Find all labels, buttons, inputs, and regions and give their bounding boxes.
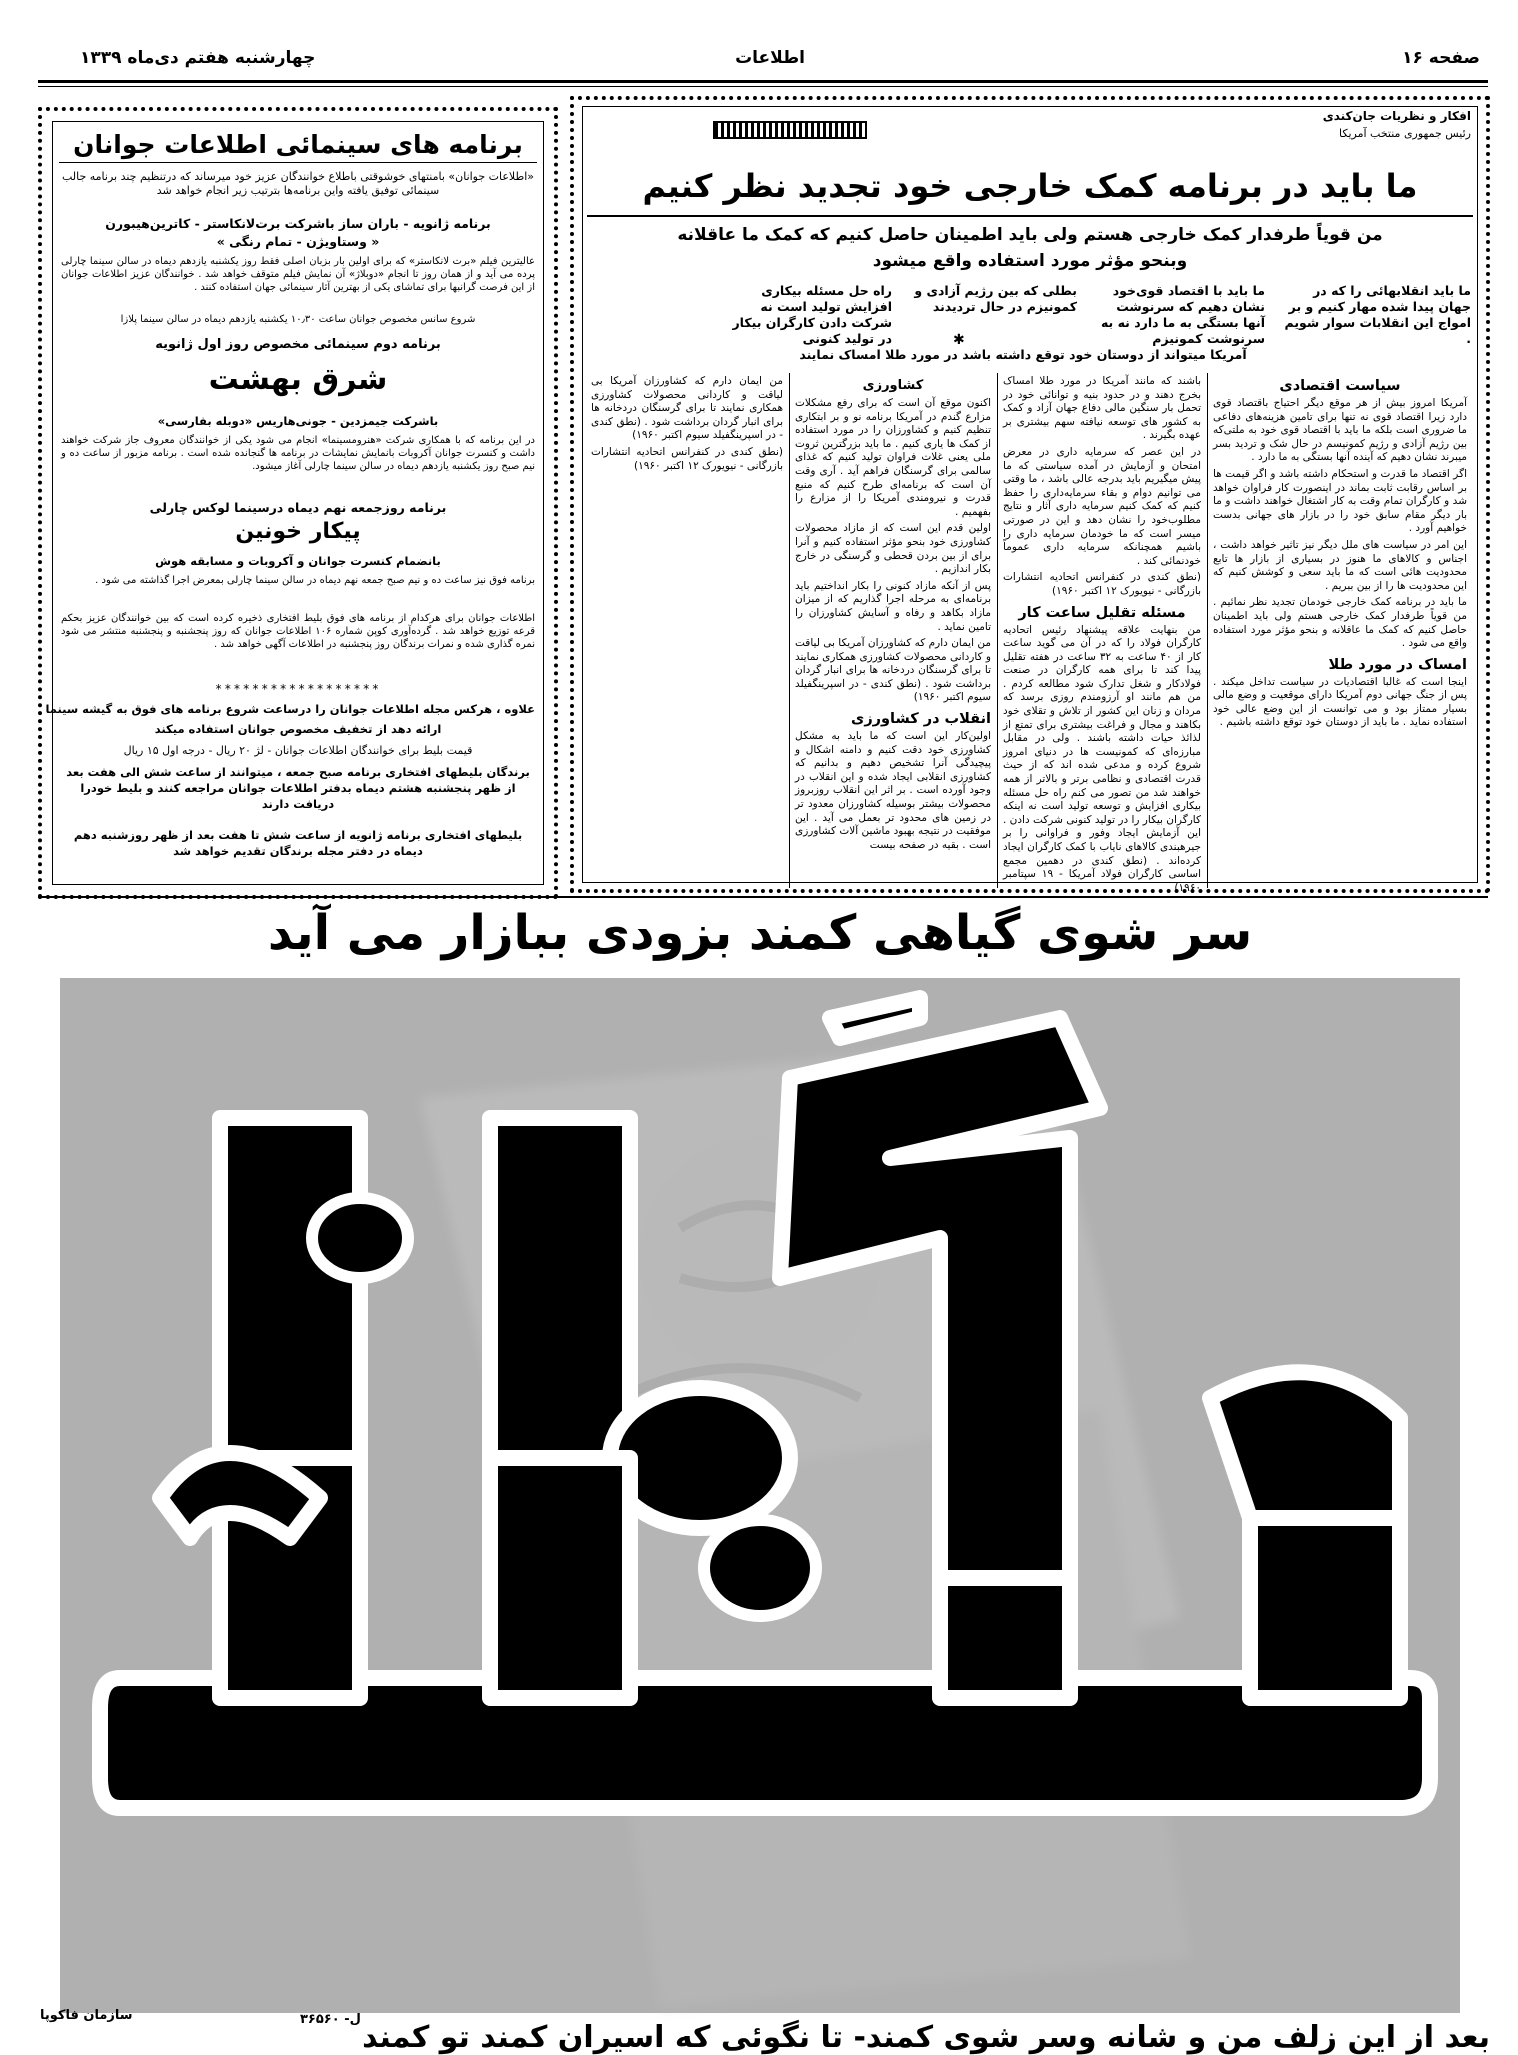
paragraph: پس از آنکه مازاد کنونی را بکار انداختیم باید برنامه‌ای به مرحله اجرا گذاریم که از میزان مازاد بکاهد و رفاه و آسایش کشاورزان را تامین نماید . <box>795 579 991 633</box>
cinema-program-box <box>38 107 558 899</box>
cinema-discount-line-1: علاوه ، هرکس مجله اطلاعات جوانان را درساعت شروع برنامه های فوق به گیشه سینما <box>45 702 535 716</box>
paragraph: باشند که مانند آمریکا در مورد طلا امساک بخرج دهند و در حدود بنیه و توانائی خود در تحمل بار سنگین مالی دفاع جهان آزاد و کمک به کشور های توسعه نیافته سهم بیشتری بر عهده بگیرند . <box>1003 375 1201 442</box>
program-2-film: شرق بهشت <box>208 362 388 397</box>
program-1-time: شروع سانس مخصوص جوانان ساعت ۱۰٫۳۰ یکشنبه یازدهم دیماه در سالن سینما پلازا <box>120 314 476 325</box>
column-subheading: مسئله تقلیل ساعت کار <box>1018 604 1186 621</box>
paragraph: این امر در سیاست های ملل دیگر نیز تاثیر خواهد داشت ، اجناس و کالاهای ما هنوز در بسیاری از بازار ها تابع محدودیت هائی است که ما باید سعی و کوشش کنیم که این محدودیت ها را از بین ببریم . <box>1213 538 1467 592</box>
cinema-price: قیمت بلیط برای خوانندگان اطلاعات جوانان - لژ ۲۰ ریال - درجه اول ۱۵ ریال <box>123 744 473 757</box>
paragraph: (نطق کندی در کنفرانس اتحادیه انتشارات بازرگانی - نیویورک ۱۲ اکتبر ۱۹۶۰) <box>591 445 783 472</box>
program-3-body: برنامه فوق نیز ساعت ده و نیم صبح جمعه نهم دیماه در سالن سینما چارلی بمعرض اجرا گذاشته می شود . <box>95 575 535 586</box>
article-subhead-1: من قویاً طرفدار کمک خارجی هستم ولی باید اطمینان حاصل کنیم که کمک ما عاقلانه <box>677 225 1383 245</box>
article-section-label: افکار و نظریات جان‌کندی <box>1322 109 1471 123</box>
column-heading: کشاورزی <box>862 378 924 393</box>
kamand-logo <box>60 978 1460 2013</box>
ad-agency: سازمان فاکوپا <box>40 2008 133 2023</box>
ad-photo <box>60 978 1460 2013</box>
column-rule <box>1207 373 1208 888</box>
cinema-notice: اطلاعات جوانان برای هرکدام از برنامه های فوق بلیط افتخاری ذخیره کرده است که بین خوانندگان عزیز بحکم قرعه توزیع خواهد شد . گرده‌آوری کوپن شماره ۱۰۶ اطلاعات جوانان که روز پنجشنبه و پنجشنبه منتشر می شود نمره گذاری شده و نمرات برندگان روز پنجشنبه در اطلاعات آگهی خواهد شد . <box>61 613 535 650</box>
paragraph: من ایمان دارم که کشاورزان آمریکا بی لیاقت و کاردانی محصولات کشاورزی همکاری نمایند تا برای گرسنگان دردخانه ها برای انبار گردان برداشت شود . (نطق کندی - در اسپرینگفیلد سیوم اکتبر ۱۹۶۰) <box>591 375 783 442</box>
program-2-title: برنامه دوم سینمائی مخصوص روز اول ژانویه <box>155 337 441 352</box>
paragraph: اینجا است که غالبا اقتصادیات در سیاست تداخل میکند . پس از جنگ جهانی دوم آمریکا دارای موقعیت و وضع مالی بسیار ممتاز بود و می توانست از این وضع عالی خود استفاده نماید . ما باید از دوستان خود توقع داشته باشیم . <box>1213 675 1467 729</box>
lead-bottom-deck: آمریکا میتواند از دوستان خود توقع داشته باشد در مورد طلا امساک نمایند <box>799 347 1247 362</box>
paragraph: ما باید در برنامه کمک خارجی خودمان تجدید نظر نمائیم . من قویاً طرفدار کمک خارجی هستم ولی باید اطمینان حاصل کنیم که کمک ما عاقلانه و بنحو مؤثر مورد استفاده واقع می شود . <box>1213 596 1467 650</box>
paragraph: (نطق کندی در کنفرانس اتحادیه انتشارات بازرگانی - نیویورک ۱۲ اکتبر ۱۹۶۰) <box>1003 571 1201 597</box>
program-2-body: در این برنامه که با همکاری شرکت «هنرومسینما» انجام می شود یکی از خوانندگان معروف جاز شرکت خواهند داشت و کنسرت جوانان آکروبات بانمایش نمایشات در برنامه ها گنجانده شده است . برنامه مزبور از ساعت ده و نیم صبح روز یکشنبه یازدهم دیماه در سالن سینما چارلی آغاز میشود. <box>61 435 535 472</box>
article-byline: رئیس جمهوری منتخب آمریکا <box>1339 127 1471 140</box>
paragraph: من ایمان دارم که کشاورزان آمریکا بی لیاقت و کاردانی محصولات کشاورزی همکاری نمایند تا برای گرسنگان دردخانه ها برای انبار گردان برداشت شود . (نطق کندی - در اسپرینگفیلد سیوم اکتبر ۱۹۶۰) <box>795 637 991 704</box>
ornament-band <box>713 121 867 139</box>
program-3-cast: بانضمام کنسرت جوانان و آکروبات و مسابقه هوش <box>155 554 441 568</box>
program-3-film: پیکار خونین <box>235 519 361 544</box>
column-subheading: انقلاب در کشاورزی <box>851 711 991 728</box>
article-column-1 <box>1213 375 1467 887</box>
ad-slogan: بعد از این زلف من و شانه وسر شوی کمند- تا نگوئی که اسیران کمند تو کمند <box>362 2020 1490 2055</box>
column-rule <box>997 373 998 888</box>
program-2-cast: باشرکت جیمزدین - جونی‌هاریس «دوبله بفارسی» <box>157 414 439 428</box>
lead-deck-1: ما باید انقلابهائی را که در جهان پیدا شده مهار کنیم و بر امواج این انقلابات سوار شویم . <box>1284 283 1471 346</box>
program-3-title: برنامه روزجمعه نهم دیماه درسینما لوکس چارلی <box>149 500 447 515</box>
section-rule <box>38 896 1488 898</box>
column-subheading: امساک در مورد طلا <box>1328 656 1467 673</box>
cinema-intro: «اطلاعات جوانان» بامنتهای خوشوقتی باطلاع خوانندگان عزیز خود میرساند که درتنظیم چند برنامه جالب سینمائی توفیق یافته واین برنامه‌ها بترتیب زیر انجام خواهد شد <box>61 170 535 197</box>
lead-deck-3: بطلی که بین رژیم آزادی و کمونیزم در حال تردیدند <box>914 283 1077 314</box>
column-rule <box>789 373 790 888</box>
article-column-3 <box>795 375 991 887</box>
lead-deck-2: ما باید با اقتصاد قوی‌خود نشان دهیم که سرنوشت آنها بستگی به ما دارد نه به سرنوشت کمونیزم <box>1100 283 1265 346</box>
column-heading: سیاست اقتصادی <box>1279 378 1401 394</box>
article-box <box>570 96 1490 893</box>
program-1-body: عالیترین فیلم «برت لانکاستر» که برای اولین بار بزبان اصلی فقط روز یکشنبه یازدهم دیماه در سالن سینما چارلی پرده می آید و از همان روز تا انجام «دوبلاژ» آن نمایش فیلم متوقف خواهد شد . خوانندگان عزیز اطلاعات جوانان از این فرصت گرانبها برای تماشای یکی از بهترین آثار سینمائی جهان استفاده کنند . <box>61 256 535 293</box>
program-1-title: برنامه ژانویه - باران ساز باشرکت برت‌لانکاستر - کاترین‌هیبورن <box>105 216 491 231</box>
masthead-paper-name: اطلاعات <box>735 48 805 68</box>
paragraph: اولین‌کار این است که ما باید به مشکل کشاورزی خود دقت کنیم و دامنه اشکال و پیچیدگی آنرا تشخیص دهیم و بدانیم که کشاورزی انقلابی ایجاد شده و این انقلاب در وجود آورده است . بر اثر این انقلاب روزبروز محصولات بیشتر بوسیله کشاورزان معدود تر در زمین های محدود تر بعمل می آید . این موفقیت در نتیجه بهبود ماشین آلات کشاورزی است . بقیه در صفحه بیست <box>795 730 991 851</box>
cinema-discount-line-2: ارائه دهد از تخفیف مخصوص جوانان استفاده میکند <box>154 722 442 736</box>
masthead-rule <box>38 80 1488 83</box>
masthead-date: چهارشنبه هفتم دی‌ماه ۱۳۳۹ <box>80 48 316 68</box>
paragraph: اکنون موقع آن است که برای رفع مشکلات مزارع گندم در آمریکا برنامه نو و بر ابتکاری تنظیم کنیم و کشاورزان را در مورد استفاده از کمک ها یاری کنیم . ما باید بزرگترین ثروت ملی یعنی غلات فراوان تولید کنیم که غذای سالمی برای گرسنگان فراهم آید . آری وقت آن است که برنامه‌ای طرح کنیم که منبع قدرت و نیرومندی آمریکا را از مزارع را بفهمیم . <box>795 397 991 518</box>
article-headline: ما باید در برنامه کمک خارجی خود تجدید نظر کنیم <box>642 167 1418 205</box>
paragraph: اولین قدم این است که از مازاد محصولات کشاورزی خود بنحو مؤثر استفاده کنیم و آنرا برای از بین بردن قحطی و گرسنگی در خارج بکار اندازیم . <box>795 522 991 576</box>
article-column-2 <box>1003 375 1201 894</box>
program-1-subtitle: « وستاویژن - تمام رنگی » <box>216 234 380 249</box>
cinema-sunday-notice: بلیطهای افتخاری برنامه ژانویه از ساعت شش تا هفت بعد از ظهر روزشنبه دهم دیماه در دفتر مجله برندگان تقدیم خواهد شد <box>73 828 523 858</box>
masthead-rule-thin <box>38 86 1488 87</box>
paragraph: آمریکا امروز بیش از هر موقع دیگر احتیاج باقتصاد قوی دارد زیرا اقتصاد قوی نه تنها برای تامین هزینه‌های دفاعی ما ضروری است بلکه ما باید با اقتصاد قوی خود به ملتی‌که بین رژیم آزادی و رژیم کمونیسم در حال شک و تردید بسر میبرند نشان دهیم که آینده آنها بستگی به ما دارد . <box>1213 397 1467 464</box>
masthead-page-number: صفحه ۱۶ <box>1402 48 1480 68</box>
ad-code: ل- ۳۶۵۶۰ <box>300 2012 361 2027</box>
ad-headline: سر شوی گیاهی کمند بزودی ببازار می آید <box>267 905 1253 961</box>
article-column-4 <box>591 375 783 887</box>
cinema-winners: برندگان بلیطهای افتخاری برنامه صبح جمعه ، میتوانند از ساعت شش الی هفت بعد از ظهر پنجشنبه هشتم دیماه بدفتر اطلاعات جوانان مراجعه کنند و بلیط خودرا دریافت دارند <box>66 765 530 811</box>
headline-rule <box>587 215 1473 217</box>
paragraph: در این عصر که سرمایه داری در معرض امتحان و آزمایش در آمده سیاستی که ما پیش میگیریم باید بدرجه عالی باشد ، ما وقتی می توانیم دوام و بقاء سرمایه‌داری را حفظ کنیم که کمک کنیم سرمایه داری آثار و نتایج مطلوب‌خود را نشان دهد و این در صورتی میسر است که ما خودمان سرمایه داری را باشیم همچنانکه سرمایه داری عموماً خودنمائی کند . <box>1003 445 1201 567</box>
article-subhead-2: وبنحو مؤثر مورد استفاده واقع میشود <box>872 251 1188 271</box>
paragraph: اگر اقتصاد ما قدرت و استحکام داشته باشد و اگر قیمت ها بر اساس رقابت ثابت بماند در اینصورت کار فراوان خواهد شد و کارگران تمام وقت به کار اشتغال خواهند داشت و ما بار دیگر مقام سابق خود را در بازار های جهانی بدست خواهیم آورد . <box>1213 467 1467 535</box>
cinema-divider: ****************** <box>214 682 382 696</box>
lead-deck-4: راه حل مسئله بیکاری افزایش تولید است نه شرکت دادن کارگران بیکار در تولید کنونی <box>732 283 892 346</box>
cinema-title: برنامه های سینمائی اطلاعات جوانان <box>59 128 537 163</box>
paragraph: من بنهایت علاقه پیشنهاد رئیس اتحادیه کارگران فولاد را که در آن می گوید ساعت کار از ۴۰ ساعت به ۳۲ ساعت در هفته تقلیل پیدا کند تا برای همه کارگران در صنعت فولادکار و شغل تدارک شود مطالعه کردم . من هم مانند او آرزومندم روزی برسد که مردان و زنان این کشور از تلاش و تقلای خود بکاهند و مجال و فراغت بیشتری برای تمتع از لذائذ حیات داشته باشند . ولی در مقابل مبارزه‌ای که کمونیست ها در دنیای امروز شروع کرده و مدعی شده اند که از حیث قدرت اقتصادی و نظامی برتر و بالاتر از همه خواهند شد من تصور می کنم راه حل مسئله بیکاری افزایش و توسعه تولید است نه اینکه کارگران بیکار را در تولید کنونی شرکت دادن . این آزمایش ایجاد وفور و فراوانی را بر جیرهبندی کالاهای نایاب با کمک کارگران ایجاد کرده‌اند . (نطق کندی در دهمین مجمع اساسی کارگران فولاد آمریکا - ۱۹ سپتامبر ۱۹۶۰) <box>1003 623 1201 894</box>
star-ornament-icon: ✱ <box>953 332 965 348</box>
